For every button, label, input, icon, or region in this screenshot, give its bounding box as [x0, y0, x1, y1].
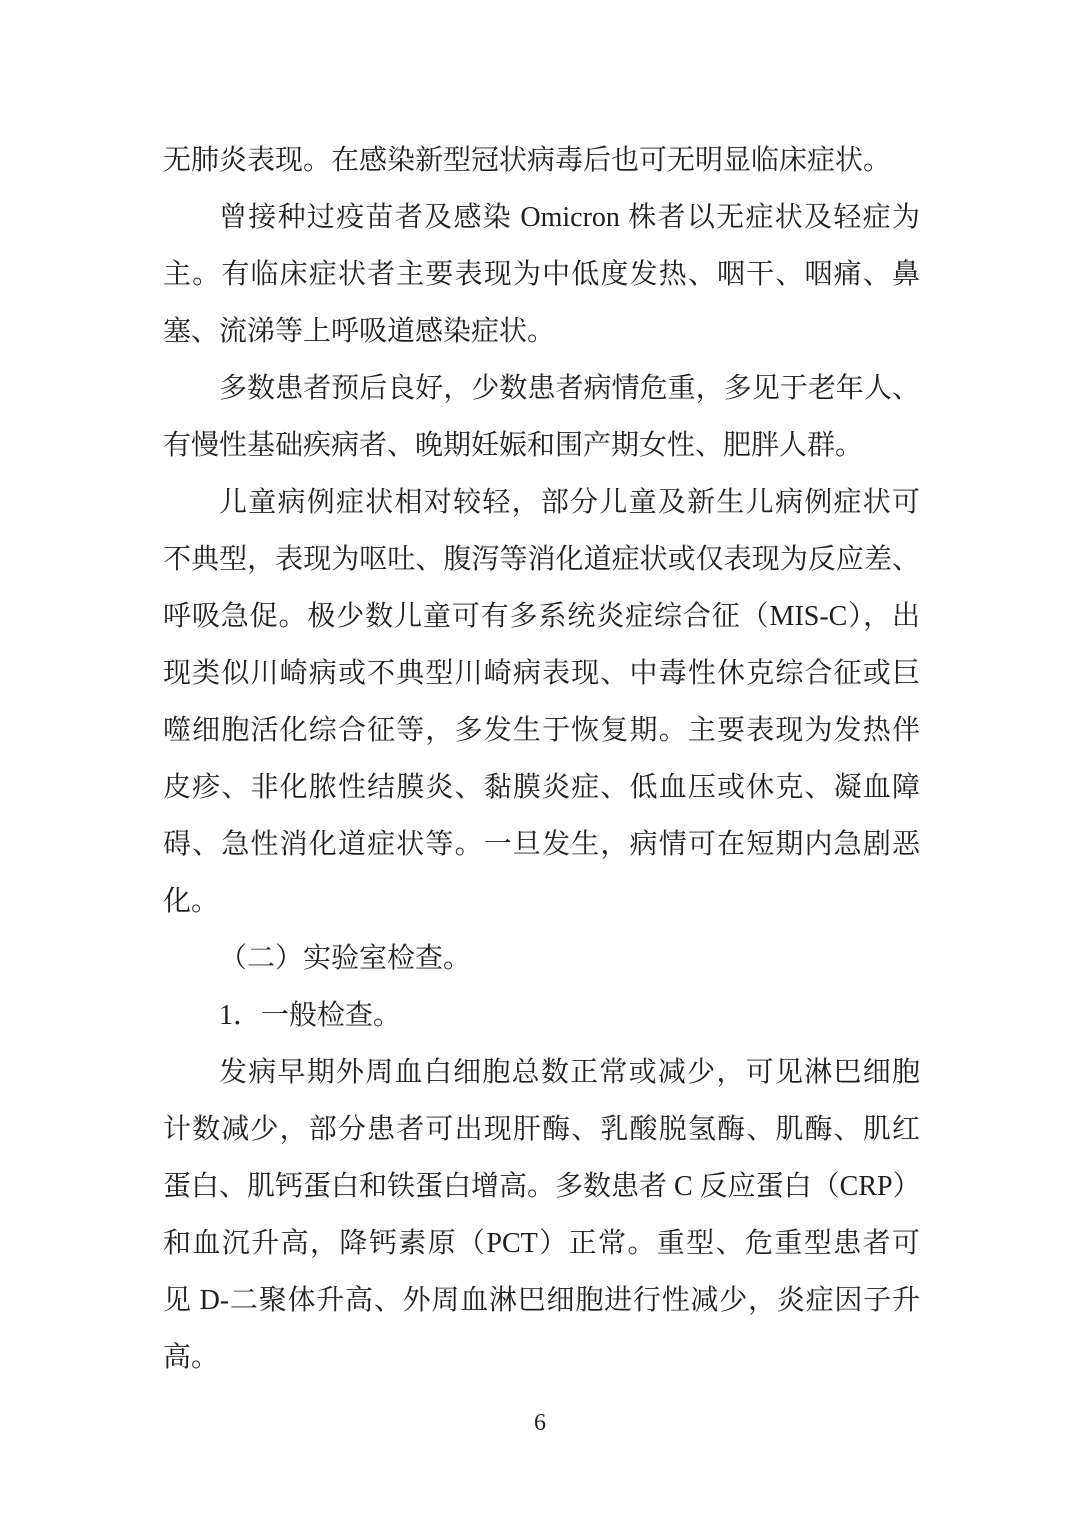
heading-lab-examination [163, 930, 920, 987]
text-line: 呼吸急促。极少数儿童可有多系统炎症综合征（MIS-C），出 [163, 601, 920, 632]
text-line: 见 D-二聚体升高、外周血淋巴细胞进行性减少，炎症因子升 [163, 1285, 920, 1316]
text-line: 1．一般检查。 [219, 1000, 402, 1031]
text-line: 碍、急性消化道症状等。一旦发生，病情可在短期内急剧恶 [163, 829, 920, 860]
page-footer [0, 1408, 1080, 1438]
para-general-examination [163, 1044, 920, 1386]
text-line: 噬细胞活化综合征等，多发生于恢复期。主要表现为发热伴 [163, 715, 920, 746]
text-line: 曾接种过疫苗者及感染 Omicron 株者以无症状及轻症为 [219, 202, 920, 233]
heading-general-examination [163, 987, 920, 1044]
text-line: 发病早期外周血白细胞总数正常或减少，可见淋巴细胞 [219, 1057, 920, 1088]
text-line: 皮疹、非化脓性结膜炎、黏膜炎症、低血压或休克、凝血障 [163, 772, 920, 803]
document-body [163, 132, 920, 1386]
text-line: 和血沉升高，降钙素原（PCT）正常。重型、危重型患者可 [163, 1228, 920, 1259]
text-line: 有慢性基础疾病者、晚期妊娠和围产期女性、肥胖人群。 [163, 430, 864, 461]
text-line: 儿童病例症状相对较轻，部分儿童及新生儿病例症状可 [219, 487, 920, 518]
text-line: 高。 [163, 1342, 220, 1373]
para-prognosis [163, 360, 920, 474]
page-number: 6 [534, 1410, 546, 1436]
text-line: 化。 [163, 886, 220, 917]
text-line: 计数减少，部分患者可出现肝酶、乳酸脱氢酶、肌酶、肌红 [163, 1114, 920, 1145]
para-children-cases [163, 474, 920, 930]
text-line: 不典型，表现为呕吐、腹泻等消化道症状或仅表现为反应差、 [163, 544, 920, 575]
text-line: 蛋白、肌钙蛋白和铁蛋白增高。多数患者 C 反应蛋白（CRP） [163, 1171, 921, 1202]
para-clinical-continuation [163, 132, 920, 189]
text-line: 现类似川崎病或不典型川崎病表现、中毒性休克综合征或巨 [163, 658, 920, 689]
text-line: 多数患者预后良好，少数患者病情危重，多见于老年人、 [219, 373, 920, 404]
text-line: 塞、流涕等上呼吸道感染症状。 [163, 316, 556, 347]
text-line: 无肺炎表现。在感染新型冠状病毒后也可无明显临床症状。 [163, 145, 892, 176]
para-vaccinated-omicron [163, 189, 920, 360]
text-line: 主。有临床症状者主要表现为中低度发热、咽干、咽痛、鼻 [163, 259, 920, 290]
text-line: （二）实验室检查。 [219, 943, 472, 974]
